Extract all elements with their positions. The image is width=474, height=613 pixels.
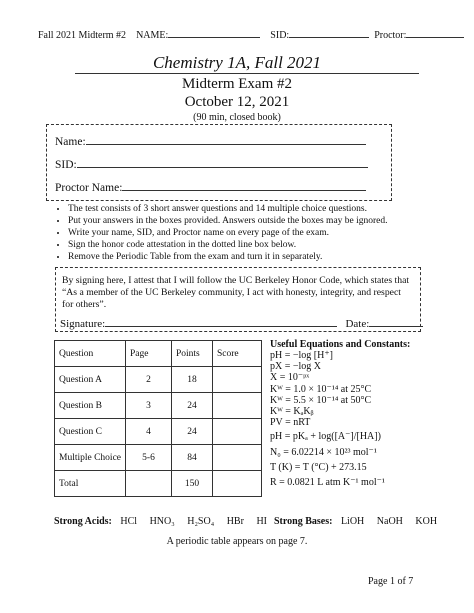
exam-duration: (90 min, closed book) xyxy=(193,112,281,123)
equation: R = 0.0821 L atm K⁻¹ mol⁻¹ xyxy=(270,477,385,489)
equation: T (K) = T (°C) + 273.15 xyxy=(270,461,367,473)
question-cell: Question A xyxy=(55,367,126,393)
date-label: Date: xyxy=(345,318,370,330)
name-line[interactable] xyxy=(86,133,366,145)
points-cell: 18 xyxy=(172,367,213,393)
proctor-field xyxy=(55,179,366,194)
page-title: Chemistry 1A, Fall 2021 xyxy=(152,53,322,72)
score-cell[interactable] xyxy=(213,471,262,497)
course-label: Fall 2021 Midterm #2 xyxy=(38,30,127,41)
table-row xyxy=(55,471,262,497)
equation: PV = nRT xyxy=(270,417,311,429)
equation: pH = −log [H⁺] xyxy=(270,350,333,361)
equation: X = 10⁻ᵖˣ xyxy=(270,372,310,384)
instruction-item: • Put your answers in the boxes provided. Answers outside the boxes may be ignored. xyxy=(68,215,458,227)
name-label: Name: xyxy=(55,136,86,148)
header-sid-blank[interactable] xyxy=(289,28,369,38)
column-header: Points xyxy=(172,341,213,367)
score-cell[interactable] xyxy=(213,367,262,393)
strong-acids-row xyxy=(54,516,277,527)
exam-name: Midterm Exam #2 xyxy=(182,76,292,92)
header-sid-label: SID: xyxy=(270,30,290,41)
equations-heading: Useful Equations and Constants: xyxy=(270,339,411,350)
score-cell[interactable] xyxy=(213,445,262,471)
acid-item: HBr xyxy=(226,516,244,527)
signature-row xyxy=(60,316,423,330)
page-header xyxy=(38,28,464,41)
sid-line[interactable] xyxy=(77,156,368,168)
question-cell: Total xyxy=(55,471,126,497)
base-item: LiOH xyxy=(340,516,365,527)
acid-item: HCl xyxy=(120,516,138,527)
question-cell: Multiple Choice xyxy=(55,445,126,471)
equations-list xyxy=(270,350,460,488)
header-proctor-label: Proctor: xyxy=(374,30,407,41)
question-cell: Question C xyxy=(55,419,126,445)
honor-code-text: By signing here, I attest that I will follow the UC Berkeley Honor Code, which states that “As a member of the UC Berkeley community, I act with honesty, integrity, and respect for others”. xyxy=(62,275,410,310)
page-cell xyxy=(126,471,172,497)
header-name-blank[interactable] xyxy=(168,28,260,38)
points-cell: 150 xyxy=(172,471,213,497)
table-row xyxy=(55,419,262,445)
signature-label: Signature: xyxy=(60,318,106,330)
acid-item: HNO₃ xyxy=(149,516,175,527)
question-cell: Question B xyxy=(55,393,126,419)
instruction-item: • Sign the honor code attestation in the dotted line box below. xyxy=(68,239,458,251)
equation: pH = pKₐ + log([A⁻]/[HA]) xyxy=(270,431,381,443)
periodic-table-note: A periodic table appears on page 7. xyxy=(166,536,308,547)
instruction-item: • Remove the Periodic Table from the exam and turn it in separately. xyxy=(68,251,458,263)
equation: pX = −log X xyxy=(270,361,322,373)
strong-acids-label: Strong Acids: xyxy=(54,516,112,527)
page-cell: 2 xyxy=(126,367,172,393)
score-cell[interactable] xyxy=(213,419,262,445)
instructions-list xyxy=(54,203,458,263)
page-number: Page 1 of 7 xyxy=(368,576,414,587)
column-header: Score xyxy=(213,341,262,367)
equation: Kᵂ = 1.0 × 10⁻¹⁴ at 25°C xyxy=(270,383,372,395)
equation: N₀ = 6.02214 × 10²³ mol⁻¹ xyxy=(270,446,377,458)
exam-date: October 12, 2021 xyxy=(184,94,290,110)
student-info-box xyxy=(46,124,392,201)
column-header: Question xyxy=(55,341,126,367)
header-proctor-blank[interactable] xyxy=(406,28,464,38)
table-header-row xyxy=(55,341,262,367)
score-cell[interactable] xyxy=(213,393,262,419)
sid-field xyxy=(55,156,368,171)
proctor-label: Proctor Name: xyxy=(55,182,123,194)
date-line[interactable] xyxy=(369,316,423,327)
table-row xyxy=(55,393,262,419)
points-cell: 24 xyxy=(172,419,213,445)
page-cell: 5-6 xyxy=(126,445,172,471)
strong-bases-label: Strong Bases: xyxy=(274,516,333,527)
page-cell: 3 xyxy=(126,393,172,419)
equation: Kᵂ = KₐKᵦ xyxy=(270,406,314,418)
header-name-label: NAME: xyxy=(136,30,169,41)
name-field xyxy=(55,133,366,148)
table-row xyxy=(55,445,262,471)
signature-line[interactable] xyxy=(105,316,337,327)
base-item: NaOH xyxy=(376,516,403,527)
points-cell: 84 xyxy=(172,445,213,471)
acid-item: HI xyxy=(256,516,267,527)
sid-label: SID: xyxy=(55,159,77,171)
strong-bases-row xyxy=(274,516,447,527)
acid-item: H₂SO₄ xyxy=(187,516,215,527)
instruction-item: • Write your name, SID, and Proctor name on every page of the exam. xyxy=(68,227,458,239)
score-table xyxy=(54,340,262,497)
proctor-line[interactable] xyxy=(122,179,366,191)
column-header: Page xyxy=(126,341,172,367)
equation: Kᵂ = 5.5 × 10⁻¹⁴ at 50°C xyxy=(270,394,372,406)
title-rule-top xyxy=(75,73,419,74)
instruction-item: • The test consists of 3 short answer questions and 14 multiple choice questions. xyxy=(68,203,458,215)
page-cell: 4 xyxy=(126,419,172,445)
points-cell: 24 xyxy=(172,393,213,419)
base-item: KOH xyxy=(415,516,438,527)
table-row xyxy=(55,367,262,393)
